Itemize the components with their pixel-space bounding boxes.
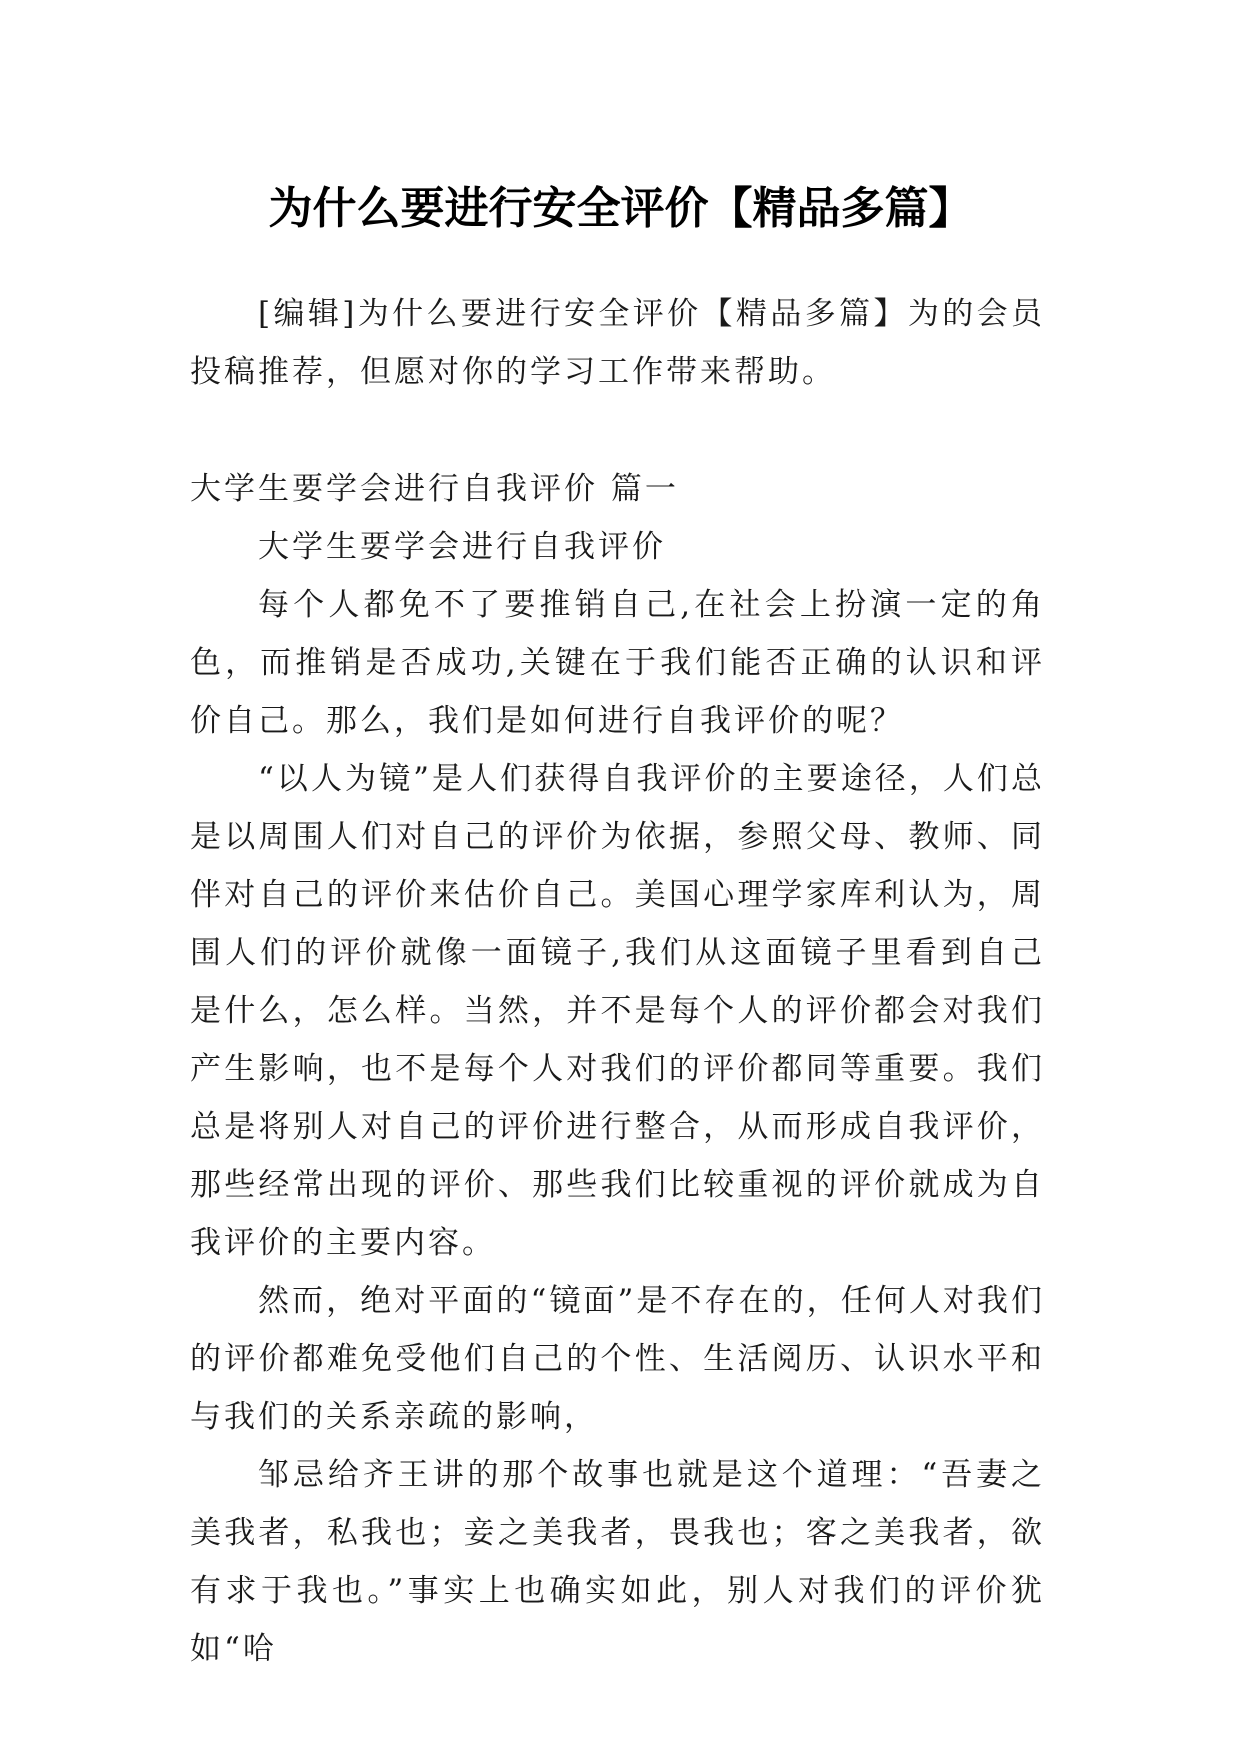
section-heading: 大学生要学会进行自我评价 篇一 bbox=[190, 471, 679, 507]
document-title: 为什么要进行安全评价【精品多篇】 bbox=[268, 183, 973, 235]
intro-block bbox=[190, 285, 1045, 401]
article-body bbox=[190, 460, 1045, 1678]
intro-paragraph: [编辑]为什么要进行安全评价【精品多篇】为的会员投稿推荐，但愿对你的学习工作带来帮助。 bbox=[190, 296, 1045, 390]
body-paragraph-4: 邹忌给齐王讲的那个故事也就是这个道理：“吾妻之美我者，私我也；妾之美我者，畏我也；客之美我者，欲有求于我也。”事实上也确实如此，别人对我们的评价犹如“哈 bbox=[190, 1457, 1045, 1667]
body-paragraph-3: 然而，绝对平面的“镜面”是不存在的，任何人对我们的评价都难免受他们自己的个性、生活阅历、认识水平和与我们的关系亲疏的影响， bbox=[190, 1283, 1045, 1435]
article-title: 大学生要学会进行自我评价 bbox=[258, 529, 666, 565]
body-paragraph-2: “以人为镜”是人们获得自我评价的主要途径，人们总是以周围人们对自己的评价为依据，参照父母、教师、同伴对自己的评价来估价自己。美国心理学家库利认为，周围人们的评价就像一面镜子,我们从这面镜子里看到自己是什么，怎么样。当然，并不是每个人的评价都会对我们产生影响，也不是每个人对我们的评价都同等重要。我们总是将别人对自己的评价进行整合，从而形成自我评价，那些经常出现的评价、那些我们比较重视的评价就成为自我评价的主要内容。 bbox=[190, 761, 1045, 1261]
body-paragraph-1: 每个人都免不了要推销自己,在社会上扮演一定的角色，而推销是否成功,关键在于我们能否正确的认识和评价自己。那么，我们是如何进行自我评价的呢？ bbox=[190, 587, 1045, 739]
